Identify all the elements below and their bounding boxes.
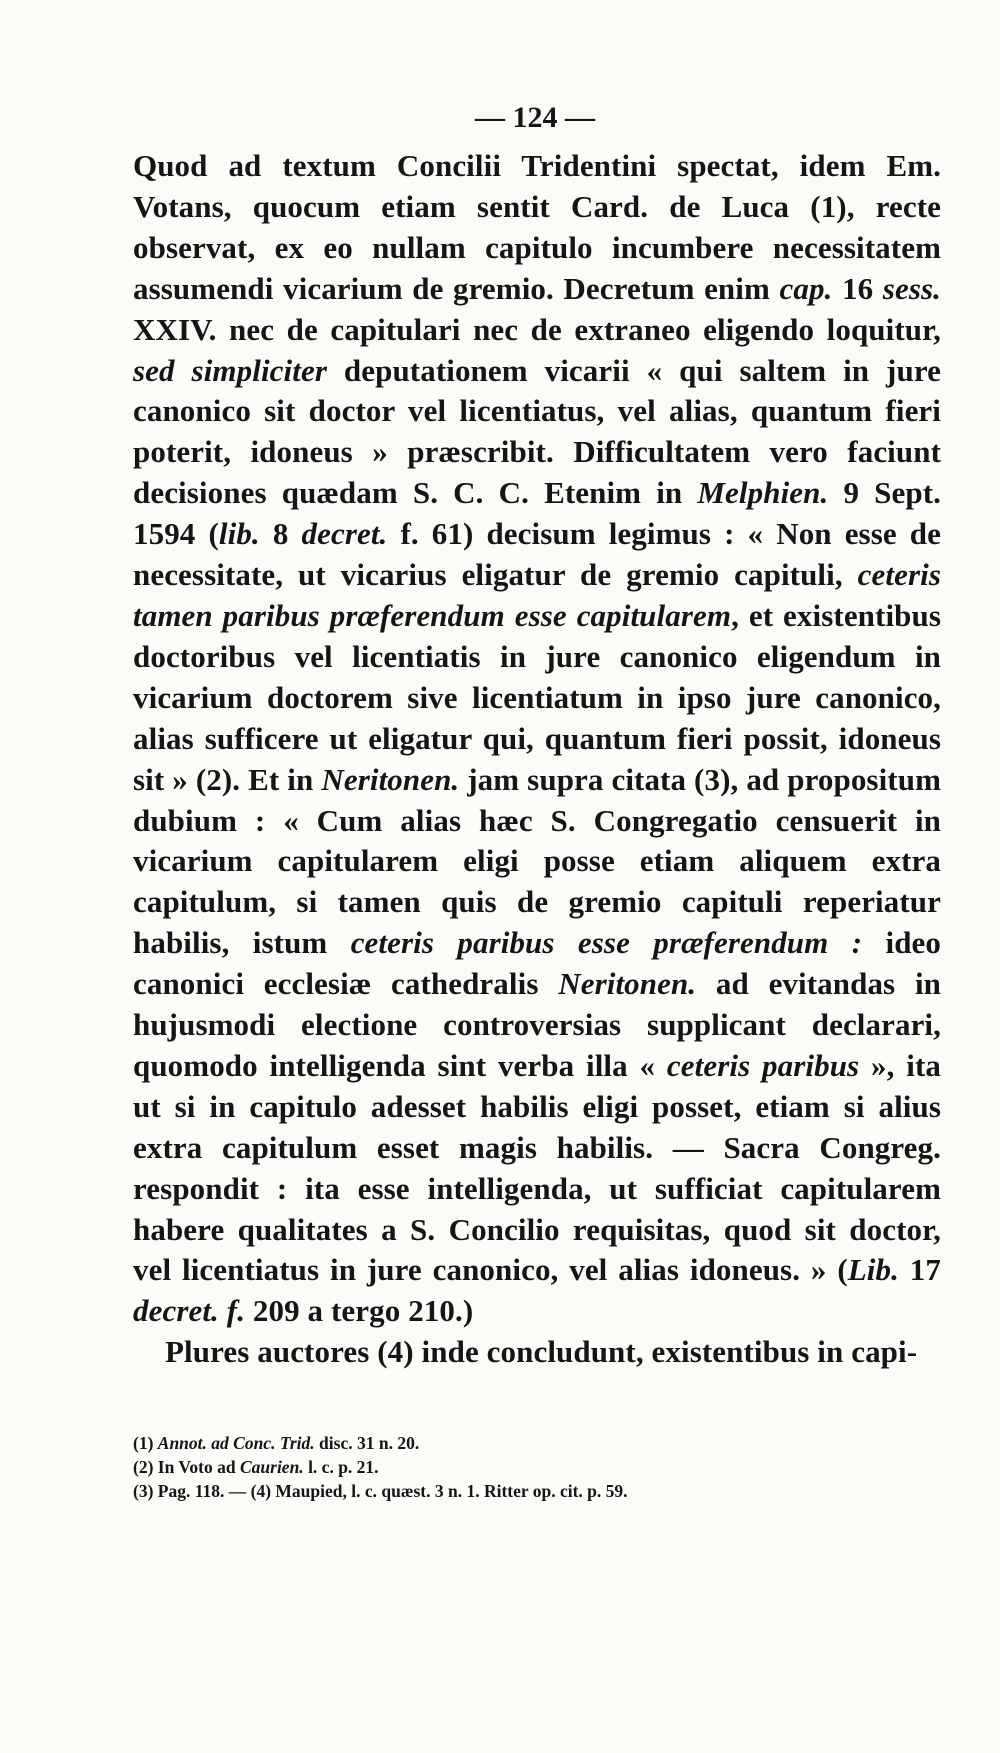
footnote-3 [133, 1479, 941, 1503]
footnotes [133, 1431, 941, 1503]
italic-text-run: ceteris paribus esse præferendum : [350, 925, 863, 961]
body-text [133, 146, 941, 1373]
paragraph-2 [133, 1332, 941, 1373]
text-run: ideo canonici ecclesiæ cathedralis [133, 925, 942, 1002]
italic-text-run: sed simpliciter [133, 352, 327, 388]
text-run: (3) Pag. 118. — (4) Maupied, l. c. quæst. 3 n. 1. Ritter op. cit. p. 59. [133, 1481, 628, 1502]
italic-text-run: decret. [133, 1293, 219, 1329]
text-run: l. c. p. 21. [303, 1457, 379, 1478]
italic-text-run: f. [226, 1293, 246, 1329]
text-run: XXIV. nec de capitulari nec de extraneo eligendo loquitur, [133, 311, 941, 347]
italic-text-run: sess. [882, 270, 941, 306]
page-number: — 124 — [475, 101, 595, 134]
italic-text-run: Caurien. [239, 1457, 304, 1478]
italic-text-run: Annot. ad Conc. Trid. [157, 1433, 315, 1454]
italic-text-run: Neritonen. [321, 761, 460, 797]
text-run [219, 1293, 227, 1328]
italic-text-run: ceteris paribus [666, 1047, 860, 1083]
text-run: Quod ad textum Concilii Tridentini spectat, idem Em. Votans, quocum etiam sentit Card. de Luca (1), recte observat, ex eo nullam capitulo incumbere necessitatem assumendi vicarium de gremio. Decretum enim [133, 148, 941, 306]
italic-text-run: cap. [779, 270, 833, 306]
paragraph-1 [133, 146, 941, 1332]
document-page [133, 96, 941, 1503]
italic-text-run: lib. [218, 516, 260, 552]
text-run: f. 61) decisum legimus : « Non esse de necessitate, ut vicarius eligatur de gremio capituli, [133, 516, 941, 593]
italic-text-run: Melphien. [697, 475, 829, 511]
text-run: , et existentibus doctoribus vel licentiatis in jure canonico eligendum in vicarium doctorem sive licentiatum in ipso jure canonico, alias sufficere ut eligatur qui, quantum fieri possit, idoneus sit » (2). Et in [133, 597, 941, 797]
text-run: 8 [259, 516, 302, 552]
text-run: (1) [133, 1433, 158, 1454]
text-run: », ita ut si in capitulo adesset habilis eligi posset, etiam si alius extra capitulum esset magis habilis. — Sacra Congreg. respondit : ita esse intelligenda, ut sufficiat capitularem habere qualitates a S. Concilio requisitas, quod sit doctor, vel licentiatus in jure canonico, vel alias idoneus. » ( [133, 1047, 941, 1288]
text-run: 209 a tergo 210.) [245, 1293, 474, 1329]
text-run: jam supra citata (3), ad propositum dubium : « Cum alias hæc S. Congregatio censuerit in vicarium capitularem eligi posse etiam aliquem extra capitulum, si tamen quis de gremio capituli reperiatur habilis, istum [133, 761, 941, 961]
footnote-1 [133, 1431, 941, 1455]
text-run: 17 [898, 1252, 941, 1288]
text-run: (2) In Voto ad [133, 1457, 240, 1478]
text-run: disc. 31 n. 20. [314, 1433, 420, 1454]
text-run: deputationem vicarii « qui saltem in jure canonico sit doctor vel licentiatus, vel alias, quantum fieri poterit, idoneus » præscribit. Difficultatem vero faciunt decisiones quædam S. C. C. Etenim in [133, 352, 941, 511]
text-run: ad evitandas in hujusmodi electione controversias supplicant declarari, quomodo intelligenda sint verba illa « [133, 966, 941, 1083]
footnote-2 [133, 1455, 941, 1479]
italic-text-run: Neritonen. [558, 966, 697, 1002]
italic-text-run: decret. [301, 516, 388, 552]
italic-text-run: ceteris tamen paribus præferendum esse capitularem [133, 557, 941, 633]
text-run: Plures auctores (4) inde concludunt, existentibus in capi- [165, 1334, 918, 1370]
text-run: 16 [832, 270, 883, 306]
text-run: 9 Sept. 1594 ( [133, 475, 941, 552]
italic-text-run: Lib. [847, 1252, 899, 1288]
